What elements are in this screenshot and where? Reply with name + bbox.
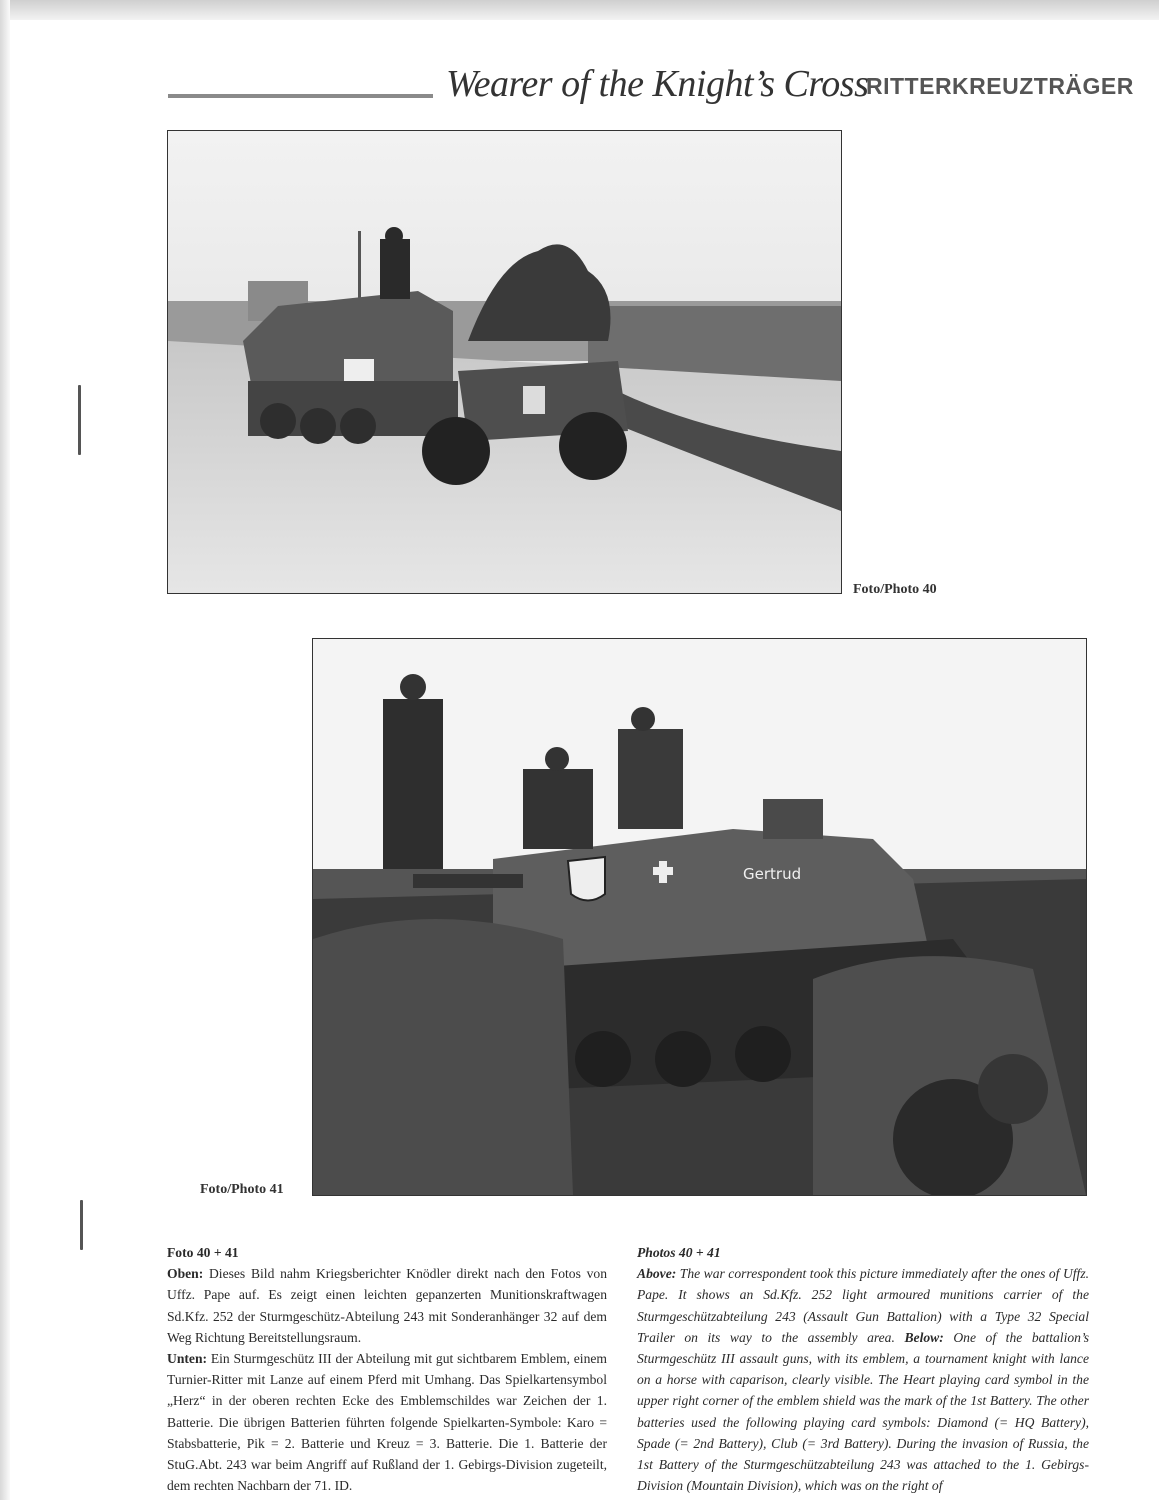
english-below-label: Below: <box>904 1329 944 1345</box>
german-caption-below <box>167 1348 607 1496</box>
photo-40-image <box>168 131 841 593</box>
english-caption-heading: Photos 40 + 41 <box>637 1245 721 1260</box>
german-caption-above <box>167 1263 607 1348</box>
german-below-text: Ein Sturmgeschütz III der Abteilung mit gut sichtbarem Emblem, einem Turnier-Ritter mit Lanze auf einem Pferd mit Umhang. Das Spielkartensymbol „Herz“ in der oberen rechten Ecke des Emblemschildes war Zeichen der 1. Batterie. Die übrigen Batterien führten folgende Spielkarten-Symbole: Karo = Stabsbatterie, Pik = 2. Batterie und Kreuz = 3. Batterie. Die 1. Batterie der StuG.Abt. 243 war beim Angriff auf Rußland der 1. Gebirgs-Division zugeteilt, dem rechten Nachbarn der 71. ID. <box>167 1351 607 1494</box>
vehicle-marking: Gertrud <box>743 865 802 883</box>
photo-41-caption: Foto/Photo 41 <box>200 1182 284 1197</box>
photo-40-caption: Foto/Photo 40 <box>853 582 937 597</box>
german-caption-column <box>167 1242 607 1496</box>
binding-staple-top <box>78 385 81 455</box>
binding-staple-bottom <box>80 1200 83 1250</box>
english-below-text: One of the battalion’s Sturmgeschütz III assault guns, with its emblem, a tournament knight with lance on a horse with caparison, clearly visible. The Heart playing card symbol in the upper right corner of the emblem shield was the mark of the 1st Battery. The other batteries used the following playing card symbols: Diamond (= HQ Battery), Spade (= 2nd Battery), Club (= 3rd Battery). During the invasion of Russia, the 1st Battery of the Sturmgeschützabteilung 243 was attached to the 1. Gebirgs-Division (Mountain Division), which was on the right of <box>637 1329 1090 1494</box>
header-rule <box>168 94 433 98</box>
photo-41-image <box>313 639 1086 1195</box>
page-header-title: Wearer of the Knight’s Cross <box>446 63 869 105</box>
photo-41 <box>312 638 1087 1196</box>
english-above-label: Above: <box>637 1266 677 1282</box>
photo-40 <box>167 130 842 594</box>
page-header-subtitle: RITTERKREUZTRÄGER <box>866 73 1134 99</box>
page-edge-top <box>0 0 1159 20</box>
german-above-text: Dieses Bild nahm Kriegsberichter Knödler direkt nach den Fotos von Uffz. Pape auf. Es zeigt einen leichten gepanzerten Munitionskraftwagen Sd.Kfz. 252 der Sturmgeschütz-Abteilung 243 mit Sonderanhänger 32 auf dem Weg Richtung Bereitstellungsraum. <box>167 1266 607 1345</box>
german-caption-heading: Foto 40 + 41 <box>167 1245 239 1260</box>
english-caption-column <box>637 1242 1089 1496</box>
german-above-label: Oben: <box>167 1266 204 1282</box>
english-above-text: The war correspondent took this picture immediately after the ones of Uffz. Pape. It shows an Sd.Kfz. 252 light armoured munitions carrier of the Sturmgeschützabteilung 243 (Assault Gun Battalion) with a Type 32 Special Trailer on its way to the assembly area. <box>637 1266 1090 1345</box>
english-caption-body <box>637 1263 1089 1496</box>
german-below-label: Unten: <box>167 1351 208 1367</box>
page-edge-left <box>0 0 10 1500</box>
